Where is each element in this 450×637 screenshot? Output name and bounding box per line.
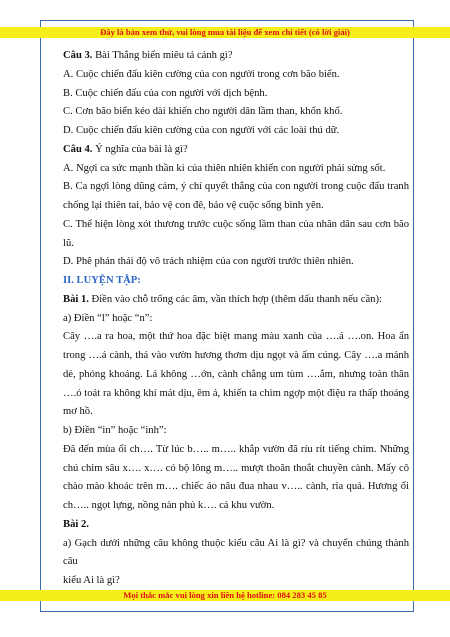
preview-banner-text: Đây là bản xem thử, vui lòng mua tài liệu để xem chi tiết (có lời giải): [100, 27, 350, 37]
exercise-1-part-a-text: Cây ….a ra hoa, một thứ hoa đặc biệt mang màu xanh của ….á ….on. Hoa ẩn trong ….á cành, thả vào vườn hương thơm dịu ngọt và ấm cúng. Cây ….a mảnh dẻ, phóng khoáng. Lá không …ớn, cành chẳng um tùm ….ắm, nhưng toàn thân ….ó toát ra không khí mát dịu, êm ả, khiến ta chìm ngợp một điệu ra thấp thoáng mơ hồ.: [63, 331, 409, 418]
preview-banner: [0, 27, 450, 38]
exercise-1-label: Bài 1.: [63, 293, 89, 305]
hotline-banner-text: Mọi thắc mắc vui lòng xin liên hệ hotline: 084 283 45 85: [123, 590, 327, 600]
q4-option-d: D. Phê phán thái độ vô trách nhiệm của con người trước thiên nhiên.: [63, 256, 354, 268]
exercise-2-label: Bài 2.: [63, 518, 89, 530]
q3-option-b: B. Cuộc chiến đấu của con người với dịch bệnh.: [63, 87, 268, 99]
q3-option-c: C. Cơn bão biển kéo dài khiến cho người dân lầm than, khốn khổ.: [63, 106, 343, 118]
exercise-1-part-b-label: b) Điền “in” hoặc “inh”:: [63, 425, 167, 436]
section-title: II. LUYỆN TẬP:: [63, 275, 141, 286]
exercise-1: [63, 291, 409, 310]
exercise-1-part-a-label: a) Điền “l” hoặc “n”:: [63, 312, 153, 324]
exercise-2-part-a-line-2: kiểu Ai là gì?: [63, 575, 120, 586]
hotline-banner: [0, 590, 450, 601]
question-3: [63, 47, 409, 66]
q4-option-b: B. Ca ngợi lòng dũng cảm, ý chí quyết thắng của con người trong cuộc đấu tranh chống lại thiên tai, bảo vệ con đê, bảo vệ cuộc sống bình yên.: [63, 181, 409, 211]
question-3-label: Câu 3.: [63, 50, 93, 61]
q4-option-a: A. Ngợi ca sức mạnh thần kì của thiên nhiên khiến con người phải sửng sốt.: [63, 162, 386, 174]
exercise-2-part-a-line-1: a) Gạch dưới những câu không thuộc kiểu câu Ai là gì? và chuyển chúng thành câu: [63, 537, 409, 568]
exercise-1-part-b-text: Đã đến mùa ổi ch…. Từ lúc b….. m….. khắp vườn đã ríu rít tiếng chim. Những chú chim sâu x…. x…. có bộ lông m….. mượt thoăn thoắt chuyền cành. Mấy cô chào mào khoác trên m…. chiếc áo nâu đua nhau v….. cành, rỉa quả. Hương ổi ch….. ngọt lựng, nồng nàn phủ k…. cả khu vườn.: [63, 443, 409, 511]
exercise-1-text: Điền vào chỗ trống các âm, vần thích hợp (thêm dấu thanh nếu cần):: [88, 293, 382, 305]
document-body: [63, 47, 409, 591]
q3-option-d: D. Cuộc chiến đấu kiên cường của con người với các loài thú dữ.: [63, 125, 340, 136]
q3-option-a: A. Cuộc chiến đấu kiên cường của con người trong cơn bão biển.: [63, 68, 340, 80]
question-4-text: Ý nghĩa của bài là gì?: [92, 143, 188, 155]
q4-option-c: C. Thể hiện lòng xót thương trước cuộc sống lầm than của nhân dân sau cơn bão lũ.: [63, 218, 409, 249]
question-3-text: Bài Thắng biển miêu tả cảnh gì?: [92, 50, 233, 61]
question-4-label: Câu 4.: [63, 143, 93, 155]
question-4: [63, 141, 409, 160]
